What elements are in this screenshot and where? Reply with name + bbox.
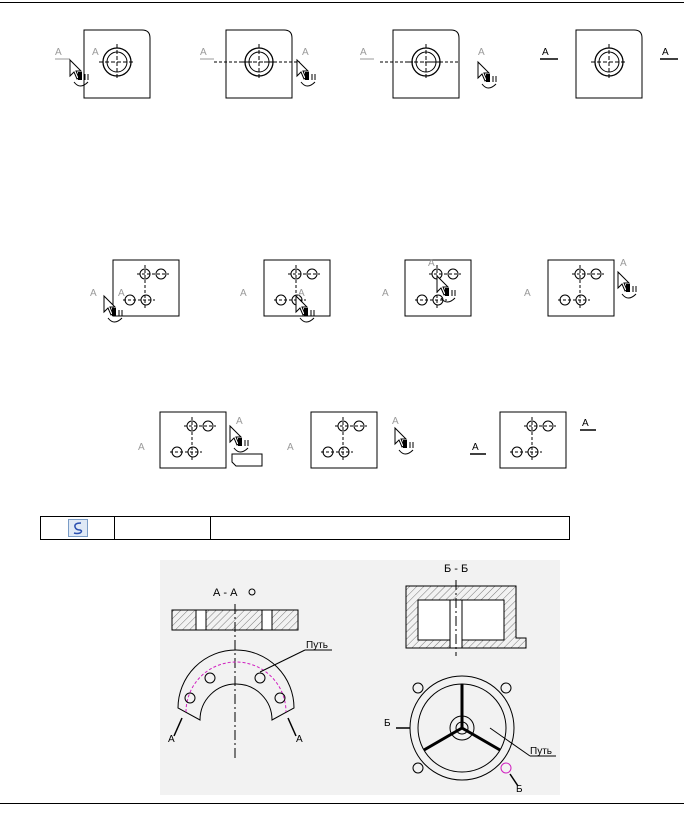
cut-label-a-right: А [296, 734, 303, 745]
row1-label-a-4: A [302, 47, 309, 58]
section-title-b: Б - Б [444, 563, 469, 575]
row2-label-a-6: A [428, 258, 435, 269]
s-curve-icon [71, 521, 85, 535]
row1-label-a-2: A [92, 47, 99, 58]
row3-label-a-3: A [287, 442, 294, 453]
section-title-a: А - А [213, 587, 238, 599]
row2-label-a-1: A [90, 288, 97, 299]
row3-label-a-6: A [582, 418, 589, 429]
row3-label-a-2: A [236, 416, 243, 427]
tool-table-row [40, 516, 570, 540]
row2-label-a-8: A [620, 258, 627, 269]
row3-label-a-5: A [472, 442, 479, 453]
row3-label-a-4: A [392, 416, 399, 427]
row1-label-a-3: A [200, 47, 207, 58]
cut-label-a-left: А [168, 734, 175, 745]
path-section-icon[interactable] [68, 519, 88, 537]
cut-label-b-right: Б [516, 784, 523, 795]
path-label-right: Путь [530, 746, 552, 757]
row3-label-a-1: A [138, 442, 145, 453]
path-label-left: Путь [306, 640, 328, 651]
row2-label-a-7: A [524, 288, 531, 299]
path-section-figure [160, 560, 560, 795]
bottom-rule [0, 803, 684, 804]
row2-step-illustrations [0, 252, 684, 332]
top-rule [0, 2, 684, 3]
tool-description-cell [211, 517, 569, 539]
tool-icon-cell [41, 517, 115, 539]
row1-label-a-8: A [662, 47, 669, 58]
row3-step-illustrations [0, 404, 684, 474]
row1-label-a-1: A [55, 47, 62, 58]
row1-step-illustrations [0, 20, 684, 100]
row1-label-a-5: A [360, 47, 367, 58]
row2-label-a-4: A [298, 288, 305, 299]
cut-label-b-left: Б [384, 718, 391, 729]
row1-label-a-7: A [542, 47, 549, 58]
row2-label-a-2: A [118, 288, 125, 299]
tool-name-cell [115, 517, 211, 539]
row2-label-a-3: A [240, 288, 247, 299]
row2-label-a-5: A [382, 288, 389, 299]
row1-label-a-6: A [478, 47, 485, 58]
